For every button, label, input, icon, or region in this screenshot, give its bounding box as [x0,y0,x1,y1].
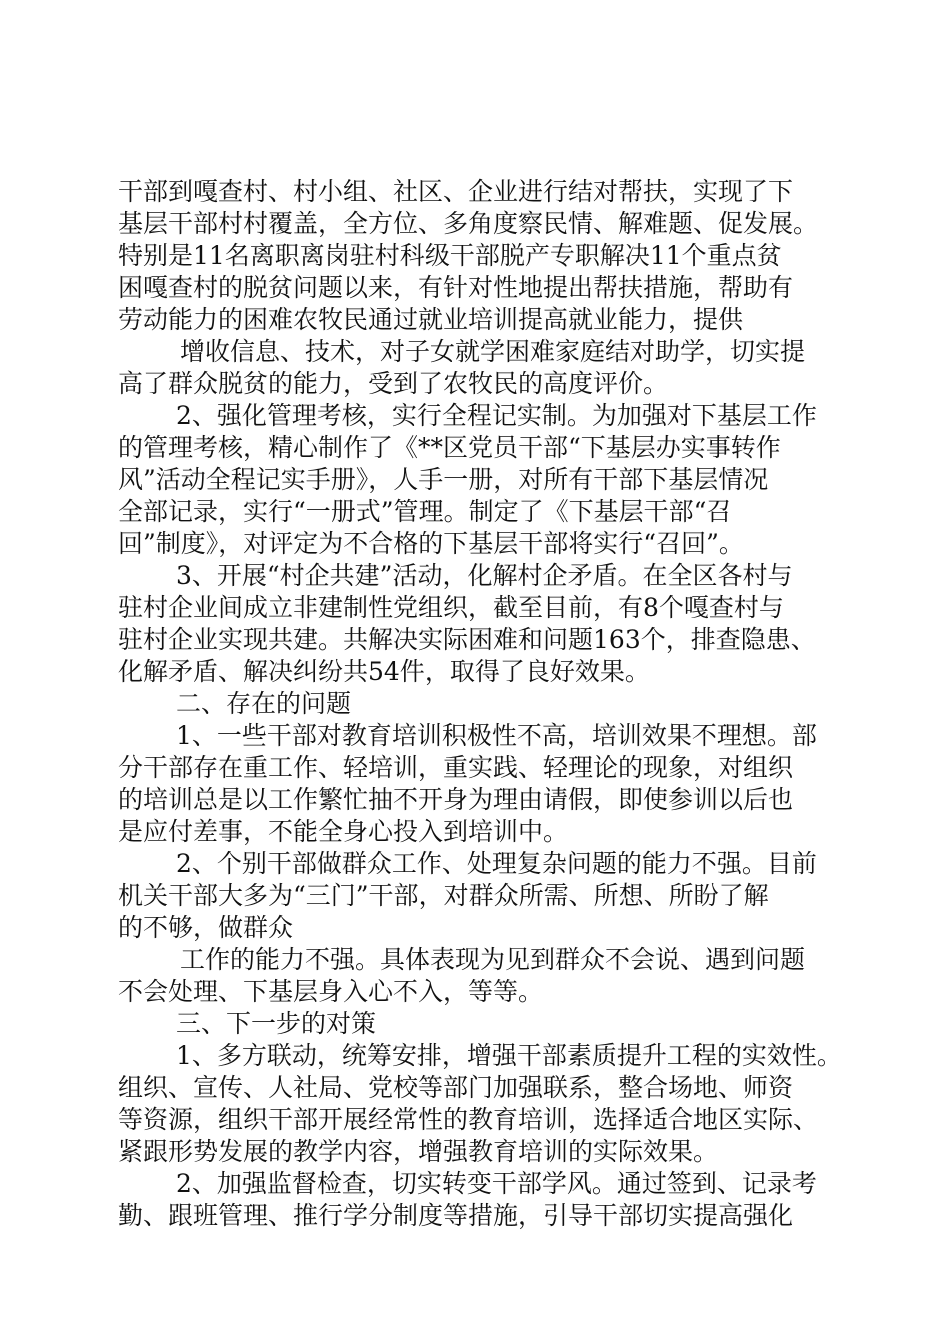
text-line: 组织、宣传、人社局、党校等部门加强联系，整合场地、师资 [118,1073,794,1102]
section-heading: 三、下一步的对策 [176,1009,377,1038]
text-line: 困嘎查村的脱贫问题以来，有针对性地提出帮扶措施，帮助有 [118,273,794,302]
text-line: 2、加强监督检查，切实转变干部学风。通过签到、记录考 [176,1169,817,1198]
text-line: 基层干部村村覆盖，全方位、多角度察民情、解难题、促发展。 [118,209,819,238]
text-line: 分干部存在重工作、轻培训，重实践、轻理论的现象，对组织 [118,753,794,782]
text-line: 增收信息、技术，对子女就学困难家庭结对助学，切实提 [180,337,806,366]
text-line: 驻村企业间成立非建制性党组织，截至目前，有8个嘎查村与 [118,593,784,622]
text-line: 高了群众脱贫的能力，受到了农牧民的高度评价。 [118,369,669,398]
text-line: 化解矛盾、解决纠纷共54件，取得了良好效果。 [118,657,650,686]
text-line: 机关干部大多为“三门”干部，对群众所需、所想、所盼了解 [118,881,769,910]
text-line: 3、开展“村企共建”活动，化解村企矛盾。在全区各村与 [176,561,793,590]
text-line: 是应付差事，不能全身心投入到培训中。 [118,817,569,846]
text-line: 不会处理、下基层身入心不入，等等。 [118,977,544,1006]
text-line: 等资源，组织干部开展经常性的教育培训，选择适合地区实际、 [118,1105,819,1134]
text-line: 风”活动全程记实手册》，人手一册，对所有干部下基层情况 [118,465,769,494]
text-line: 1、一些干部对教育培训积极性不高，培训效果不理想。部 [176,721,817,750]
text-line: 2、个别干部做群众工作、处理复杂问题的能力不强。目前 [176,849,817,878]
text-line: 劳动能力的困难农牧民通过就业培训提高就业能力，提供 [118,305,744,334]
text-line: 干部到嘎查村、村小组、社区、企业进行结对帮扶，实现了下 [118,177,794,206]
text-line: 全部记录，实行“一册式”管理。制定了《下基层干部“召 [118,497,732,526]
text-line: 2、强化管理考核，实行全程记实制。为加强对下基层工作 [176,401,817,430]
text-line: 回”制度》，对评定为不合格的下基层干部将实行“召回”。 [118,529,744,558]
text-line: 1、多方联动，统筹安排，增强干部素质提升工程的实效性。 [176,1041,842,1070]
text-line: 勤、跟班管理、推行学分制度等措施，引导干部切实提高强化 [118,1201,794,1230]
section-heading: 二、存在的问题 [176,689,352,718]
text-line: 的不够，做群众 [118,913,294,942]
text-line: 的培训总是以工作繁忙抽不开身为理由请假，即使参训以后也 [118,785,794,814]
text-line: 特别是11名离职离岗驻村科级干部脱产专职解决11个重点贫 [118,241,782,270]
text-line: 驻村企业实现共建。共解决实际困难和问题163个，排查隐患、 [118,625,816,654]
text-line: 的管理考核，精心制作了《**区党员干部“下基层办实事转作 [118,433,781,462]
text-line: 工作的能力不强。具体表现为见到群众不会说、遇到问题 [180,945,806,974]
text-line: 紧跟形势发展的教学内容，增强教育培训的实际效果。 [118,1137,719,1166]
